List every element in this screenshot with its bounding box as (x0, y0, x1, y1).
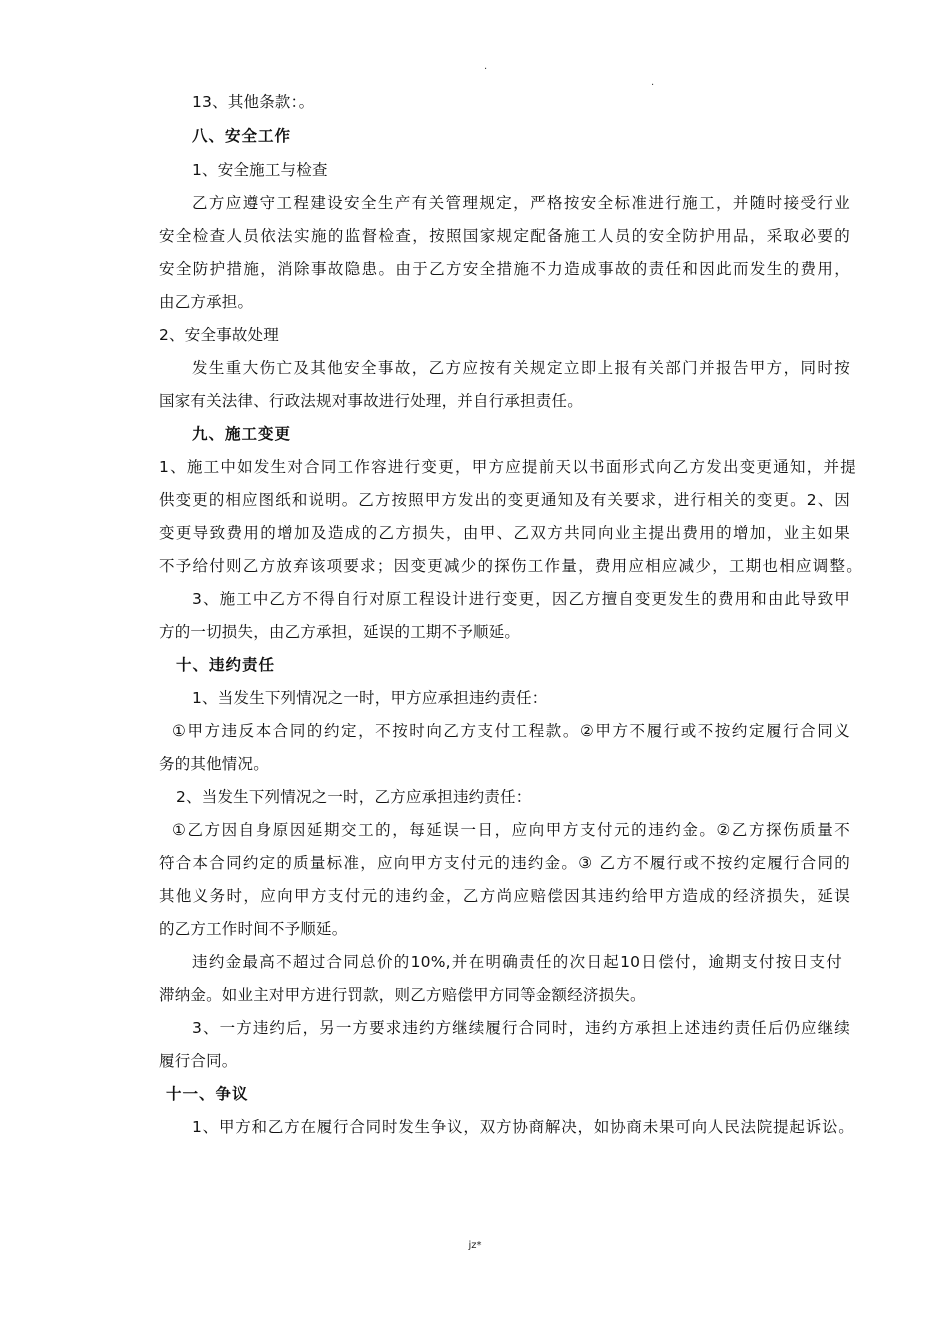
paragraph-line: 由乙方承担。 (159, 293, 254, 311)
paragraph-line: 变更导致费用的增加及造成的乙方损失，由甲、乙双方共同向业主提出费用的增加，业主如果 (159, 524, 850, 542)
paragraph-line: 2、当发生下列情况之一时，乙方应承担违约责任： (176, 788, 532, 806)
subsection-safety-accident: 2、安全事故处理 (159, 326, 279, 344)
paragraph-line: 违约金最高不超过合同总价的10%,并在明确责任的次日起10日偿付，逾期支付按日支付 (192, 953, 842, 971)
paragraph-line: 符合本合同约定的质量标准，应向甲方支付元的违约金。③ 乙方不履行或不按约定履行合同的 (159, 854, 850, 872)
paragraph-line: 安全检查人员依法实施的监督检查，按照国家规定配备施工人员的安全防护用品，采取必要的 (159, 227, 850, 245)
section-heading-breach-liability: 十、违约责任 (176, 656, 276, 674)
paragraph-line: 方的一切损失，由乙方承担，延误的工期不予顺延。 (159, 623, 521, 641)
paragraph-line: 国家有关法律、行政法规对事故进行处理，并自行承担责任。 (159, 392, 583, 410)
section-heading-construction-change: 九、施工变更 (192, 425, 292, 443)
header-mark: . (651, 77, 655, 88)
paragraph-line: 3、一方违约后，另一方要求违约方继续履行合同时，违约方承担上述违约责任后仍应继续 (192, 1019, 850, 1037)
paragraph-line: 滞纳金。如业主对甲方进行罚款，则乙方赔偿甲方同等金额经济损失。 (159, 986, 646, 1004)
header-mark: . (484, 61, 488, 72)
paragraph-line: 乙方应遵守工程建设安全生产有关管理规定，严格按安全标准进行施工，并随时接受行业 (192, 194, 850, 212)
paragraph-line: 不予给付则乙方放弃该项要求；因变更减少的探伤工作量，费用应相应减少，工期也相应调整。 (159, 557, 862, 575)
subsection-safety-inspection: 1、安全施工与检查 (192, 161, 328, 179)
paragraph-line: ①甲方违反本合同的约定，不按时向乙方支付工程款。②甲方不履行或不按约定履行合同义 (172, 722, 850, 740)
paragraph-line: 1、当发生下列情况之一时，甲方应承担违约责任： (192, 689, 548, 707)
paragraph-line: 1、甲方和乙方在履行合同时发生争议，双方协商解决，如协商未果可向人民法院提起诉讼。 (192, 1118, 854, 1136)
paragraph-line: 安全防护措施，消除事故隐患。由于乙方安全措施不力造成事故的责任和因此而发生的费用， (159, 260, 850, 278)
section-heading-safety: 八、安全工作 (192, 127, 292, 145)
paragraph-line: 1、施工中如发生对合同工作容进行变更，甲方应提前天以书面形式向乙方发出变更通知，并提 (159, 458, 856, 476)
paragraph-line: 3、施工中乙方不得自行对原工程设计进行变更，因乙方擅自变更发生的费用和由此导致甲 (192, 590, 850, 608)
paragraph-line: 务的其他情况。 (159, 755, 269, 773)
paragraph-line: 供变更的相应图纸和说明。乙方按照甲方发出的变更通知及有关要求，进行相关的变更。2、因 (159, 491, 850, 509)
paragraph-line: 发生重大伤亡及其他安全事故，乙方应按有关规定立即上报有关部门并报告甲方，同时按 (192, 359, 850, 377)
clause-13-other-terms: 13、其他条款：。 (192, 93, 315, 111)
section-heading-dispute: 十一、争议 (166, 1085, 249, 1103)
paragraph-line: 履行合同。 (159, 1052, 238, 1070)
page-footer: jz* (468, 1240, 482, 1251)
paragraph-line: 的乙方工作时间不予顺延。 (159, 920, 348, 938)
paragraph-line: 其他义务时，应向甲方支付元的违约金，乙方尚应赔偿因其违约给甲方造成的经济损失，延误 (159, 887, 850, 905)
paragraph-line: ①乙方因自身原因延期交工的，每延误一日，应向甲方支付元的违约金。②乙方探伤质量不 (172, 821, 850, 839)
